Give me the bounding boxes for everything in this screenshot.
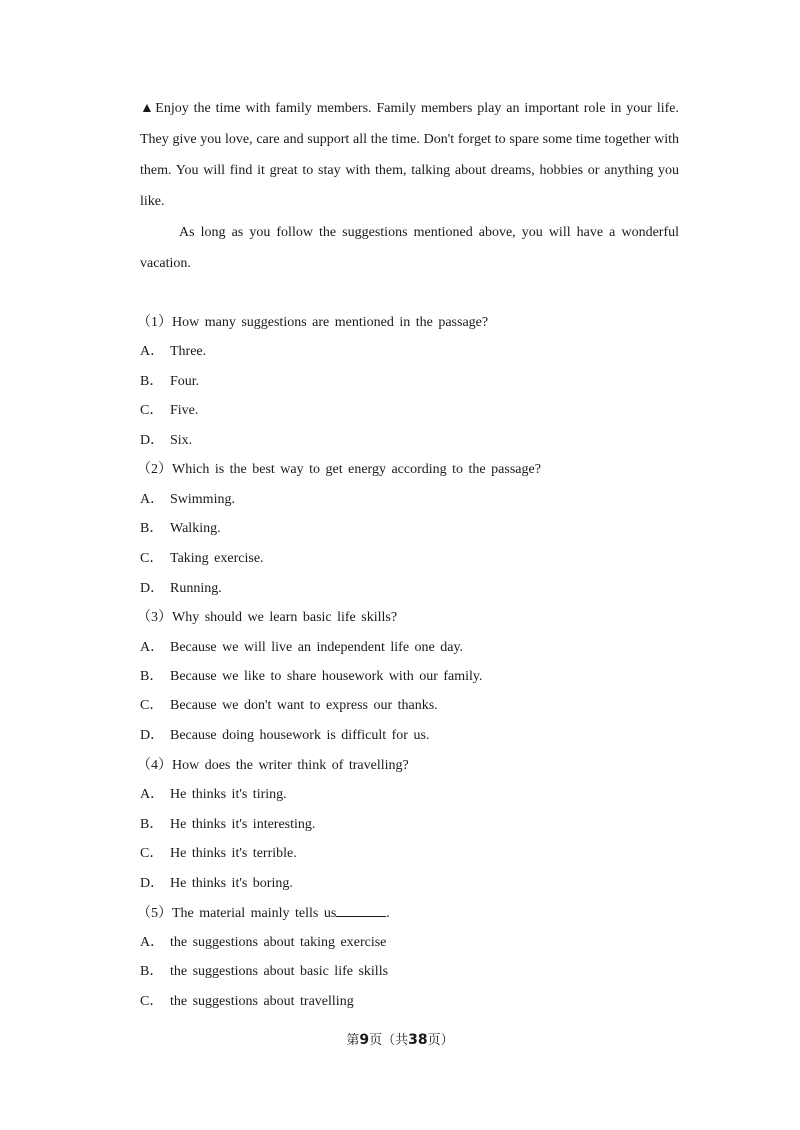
question-4-option-d[interactable] <box>140 875 293 893</box>
question-4-option-b[interactable] <box>140 816 315 834</box>
option-letter: B． <box>140 669 164 684</box>
question-3-option-c[interactable] <box>140 697 438 715</box>
option-letter: B． <box>140 817 164 832</box>
option-letter: D． <box>140 728 165 743</box>
question-5-option-a[interactable] <box>140 934 386 952</box>
page-number: 9 <box>359 1032 370 1048</box>
option-letter: C． <box>140 846 164 861</box>
option-letter: D． <box>140 876 165 891</box>
question-4-option-c[interactable] <box>140 845 297 863</box>
option-text: Walking. <box>170 521 221 536</box>
option-letter: A． <box>140 787 165 802</box>
footer-middle: 页（共 <box>369 1032 409 1047</box>
total-pages: 38 <box>408 1032 428 1048</box>
question-2-option-c[interactable] <box>140 550 264 568</box>
option-text: the suggestions about taking exercise <box>170 935 387 950</box>
option-text: Swimming. <box>170 492 235 507</box>
footer-prefix: 第 <box>346 1032 360 1047</box>
option-text: He thinks it's interesting. <box>170 817 316 832</box>
option-text: Six. <box>170 433 193 448</box>
question-2-option-b[interactable] <box>140 520 221 538</box>
option-letter: D． <box>140 433 165 448</box>
question-3-option-a[interactable] <box>140 639 463 657</box>
option-text: He thinks it's boring. <box>170 876 293 891</box>
question-2-option-a[interactable] <box>140 491 235 509</box>
question-5-stem-text: （5）The material mainly tells us <box>137 906 337 921</box>
option-text: Because we will live an independent life one day. <box>170 640 464 655</box>
option-text: He thinks it's tiring. <box>170 787 287 802</box>
option-letter: A． <box>140 935 165 950</box>
option-letter: B． <box>140 964 164 979</box>
question-1-option-a[interactable] <box>140 343 206 361</box>
question-2-stem: （2）Which is the best way to get energy according to the passage? <box>137 462 541 477</box>
option-letter: D． <box>140 581 165 596</box>
option-text: Because doing housework is difficult for us. <box>170 728 430 743</box>
option-text: the suggestions about travelling <box>170 994 354 1009</box>
answer-blank <box>336 904 386 917</box>
question-5-stem <box>137 904 390 923</box>
question-4-option-a[interactable] <box>140 786 287 804</box>
question-5-stem-end: . <box>386 906 390 921</box>
option-text: Running. <box>170 581 222 596</box>
question-5-option-c[interactable] <box>140 993 354 1011</box>
question-2-option-d[interactable] <box>140 580 222 598</box>
question-3-stem: （3）Why should we learn basic life skills? <box>137 610 398 625</box>
option-text: Four. <box>170 374 200 389</box>
question-3-option-b[interactable] <box>140 668 483 686</box>
question-1-stem: （1）How many suggestions are mentioned in the passage? <box>137 315 489 330</box>
option-text: He thinks it's terrible. <box>170 846 297 861</box>
option-letter: C． <box>140 994 164 1009</box>
option-text: Three. <box>170 344 207 359</box>
footer-suffix: 页） <box>427 1032 454 1047</box>
option-letter: A． <box>140 492 165 507</box>
option-letter: B． <box>140 374 164 389</box>
passage-paragraph-family: ▲Enjoy the time with family members. Family members play an important role in your life. They give you love, care and support all the time. Don't forget to spare some time together with them. You will find it great to stay with them, talking about dreams, hobbies or anything you like. <box>140 101 679 209</box>
option-text: Five. <box>170 403 199 418</box>
option-letter: A． <box>140 640 165 655</box>
question-1-option-b[interactable] <box>140 373 199 391</box>
passage-paragraph-conclusion: As long as you follow the suggestions mentioned above, you will have a wonderful vacation. <box>140 225 679 271</box>
option-letter: C． <box>140 551 164 566</box>
question-3-option-d[interactable] <box>140 727 429 745</box>
question-4-stem: （4）How does the writer think of travelling? <box>137 758 409 773</box>
question-1-option-d[interactable] <box>140 432 192 450</box>
option-text: the suggestions about basic life skills <box>170 964 389 979</box>
question-1-option-c[interactable] <box>140 402 198 420</box>
option-text: Because we don't want to express our thanks. <box>170 698 438 713</box>
option-text: Because we like to share housework with our family. <box>170 669 483 684</box>
option-letter: A． <box>140 344 165 359</box>
option-text: Taking exercise. <box>170 551 264 566</box>
question-5-option-b[interactable] <box>140 963 388 981</box>
option-letter: B． <box>140 521 164 536</box>
page-footer <box>0 1031 800 1049</box>
option-letter: C． <box>140 403 164 418</box>
option-letter: C． <box>140 698 164 713</box>
